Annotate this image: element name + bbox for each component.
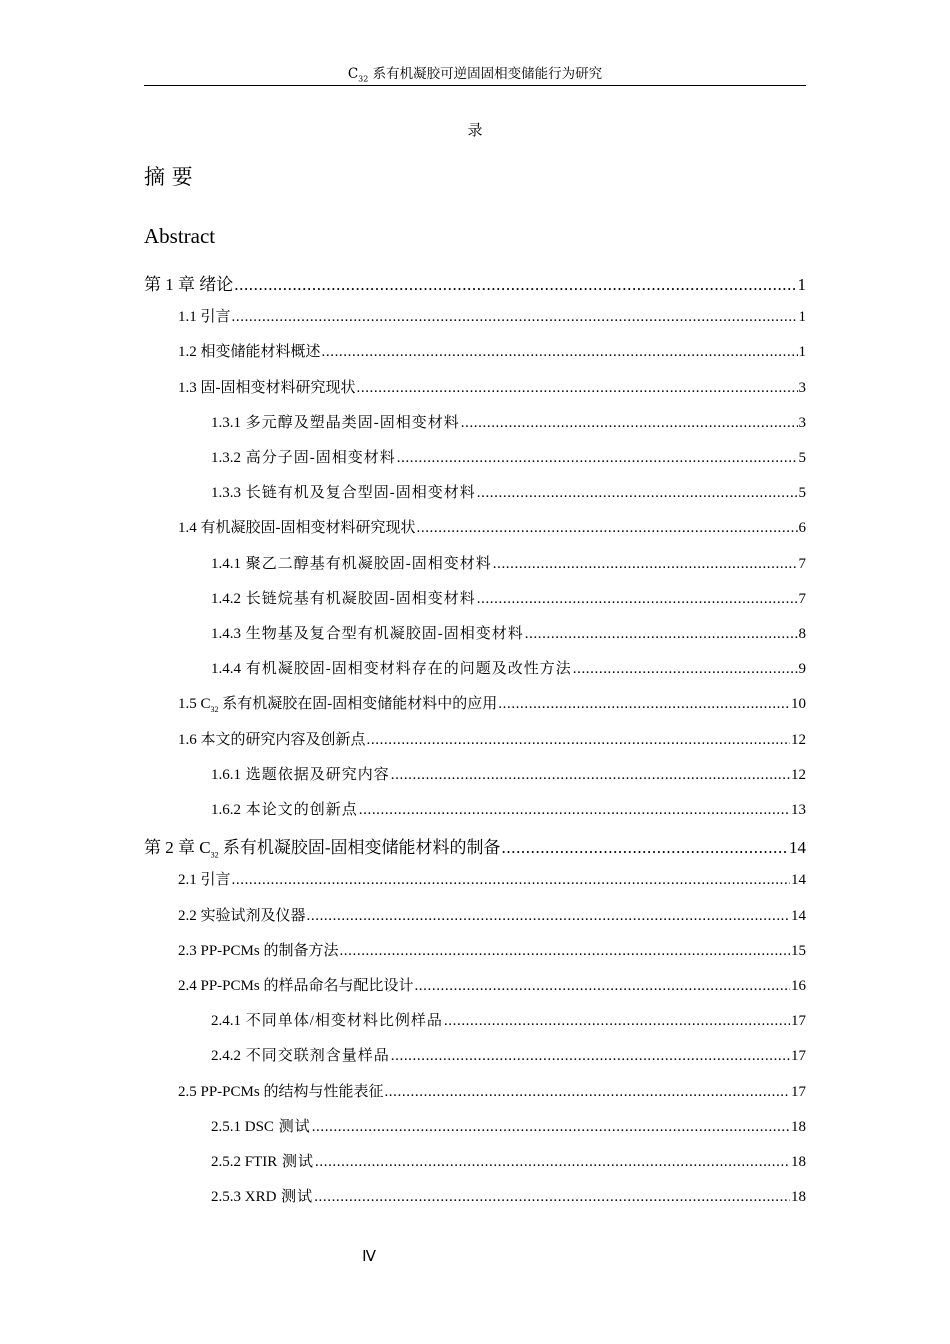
toc-entry-page: 10: [791, 696, 806, 713]
toc-entry[interactable]: [178, 305, 806, 333]
toc-entry-number: 1.3.2: [211, 450, 241, 466]
toc-entry-text: 长链有机及复合型固-固相变材料: [245, 485, 476, 502]
page-number: Ⅳ: [362, 1249, 376, 1265]
toc-entry[interactable]: [211, 446, 806, 474]
toc-leader-dots: [391, 1048, 790, 1065]
header-rule: [144, 85, 806, 86]
toc-entry-number: 1.6.2: [211, 802, 241, 818]
toc-entry-label: [211, 763, 390, 784]
toc-entry[interactable]: [211, 1044, 806, 1072]
toc-leader-dots: [367, 732, 790, 749]
toc-leader-dots: [322, 344, 798, 361]
toc-entry-text: 2.5 PP-PCMs 的结构与性能表征: [178, 1083, 384, 1100]
toc-entry[interactable]: [211, 1115, 806, 1143]
toc-entry[interactable]: [178, 904, 806, 932]
toc-leader-dots: [339, 943, 790, 960]
toc-entry[interactable]: [178, 1080, 806, 1108]
toc-leader-dots: [502, 838, 788, 858]
toc-entry-page: 3: [798, 379, 806, 396]
toc-entry-text: 本论文的创新点: [245, 802, 358, 818]
toc-entry-page: 9: [798, 661, 806, 678]
toc-entry-page: 14: [791, 907, 806, 924]
toc-entry[interactable]: [178, 868, 806, 896]
toc-entry[interactable]: [178, 939, 806, 967]
toc-entry-page: 5: [798, 450, 806, 466]
toc-entry[interactable]: [178, 728, 806, 756]
toc-entry-page: 17: [791, 1083, 806, 1100]
toc-leader-dots: [477, 591, 798, 608]
toc-entry[interactable]: [211, 1009, 806, 1037]
toc-entry-text: 长链烷基有机凝胶固-固相变材料: [245, 590, 476, 607]
toc-entry-page: 12: [791, 766, 806, 783]
toc-entry-label: [144, 270, 233, 295]
toc-entry-page: 16: [791, 978, 806, 994]
toc-entry-number: 1.4.4: [211, 661, 241, 678]
toc-entry[interactable]: [211, 481, 806, 509]
toc-entry-number: 1.6.1: [211, 766, 241, 783]
toc-entry-text: 聚乙二醇基有机凝胶固-固相变材料: [245, 555, 492, 572]
toc-entry-text: 不同交联剂含量样品: [245, 1048, 390, 1065]
toc-entry-label: [178, 305, 231, 326]
toc-entry-page: 8: [798, 626, 806, 642]
toc-entry[interactable]: [211, 552, 806, 580]
toc-entry-page: 18: [791, 1154, 806, 1170]
toc-entry-page: 12: [791, 731, 806, 748]
toc-entry-text: 测试: [281, 1189, 314, 1206]
toc-entry-text: 2.3 PP-PCMs 的制备方法: [178, 942, 339, 959]
toc-leader-dots: [525, 626, 798, 643]
toc-entry-label: [211, 1150, 314, 1171]
toc-entry-text: 测试: [282, 1154, 315, 1170]
toc-entry[interactable]: [178, 692, 806, 720]
toc-entry-page: 17: [791, 1013, 806, 1030]
toc-entry-text: 1.6 本文的研究内容及创新点: [178, 731, 366, 748]
toc-entry-text: 系有机凝胶固-固相变储能材料的制备: [218, 838, 501, 858]
toc-entry-label: [211, 446, 396, 467]
toc-entry-label: [211, 798, 358, 819]
toc-entry-text: 生物基及复合型有机凝胶固-固相变材料: [245, 626, 524, 642]
toc-leader-dots: [573, 661, 798, 678]
toc-entry-label: [211, 1185, 313, 1206]
toc-leader-dots: [477, 485, 798, 502]
toc-entry-page: 6: [798, 520, 806, 537]
toc-entry-page: 14: [789, 838, 806, 858]
toc-entry[interactable]: [144, 833, 806, 861]
header-subscript: 32: [358, 74, 369, 84]
toc-leader-dots: [359, 802, 790, 819]
toc-leader-dots: [417, 520, 798, 537]
toc-entry-page: 1: [797, 275, 806, 294]
toc-entry-label: [211, 552, 492, 573]
toc-entry-label: [144, 833, 501, 859]
toc-entry-text: 选题依据及研究内容: [245, 766, 390, 783]
toc-entry-text: 不同单体/相变材料比例样品: [245, 1013, 443, 1030]
toc-entry-page: 18: [791, 1189, 806, 1206]
toc-leader-dots: [312, 1119, 790, 1136]
toc-entry-number: 1.4.1: [211, 555, 241, 572]
toc-entry-number: 1.3.1: [211, 414, 241, 431]
toc-entry[interactable]: [178, 974, 806, 1002]
toc-entry-text: 2.4 PP-PCMs 的样品命名与配比设计: [178, 978, 414, 994]
toc-entry-page: 7: [798, 590, 806, 607]
toc-entry-text: 2.1 引言: [178, 872, 231, 889]
toc-entry-label: [211, 481, 476, 502]
toc-entry-text: 多元醇及塑晶类固-固相变材料: [245, 414, 460, 431]
toc-leader-dots: [444, 1013, 790, 1030]
toc-title: 录: [467, 121, 483, 139]
toc-entry[interactable]: [211, 622, 806, 650]
toc-entry-text: 有机凝胶固-固相变材料存在的问题及改性方法: [245, 661, 572, 678]
toc-entry-label: [178, 376, 356, 397]
toc-entry-page: 1: [798, 344, 806, 361]
toc-entry[interactable]: [178, 340, 806, 368]
toc-leader-dots: [232, 872, 790, 889]
toc-entry-label: [211, 411, 460, 432]
toc-entry-text: 第 1 章 绪论: [144, 275, 234, 294]
header-prefix: C: [347, 66, 359, 82]
toc-leader-dots: [498, 696, 790, 713]
toc-entry-page: 18: [791, 1118, 806, 1135]
toc-entry-page: 17: [791, 1048, 806, 1065]
toc-leader-dots: [357, 380, 798, 397]
toc-entry-subscript: 32: [210, 705, 219, 715]
toc-entry-page: 13: [791, 802, 806, 818]
toc-entry-number: 1.3.3: [211, 485, 241, 502]
toc-entry[interactable]: [211, 587, 806, 615]
toc-entry-prefix: 第 2 章 C: [144, 838, 211, 858]
toc-entry-number: 2.4.1: [211, 1013, 241, 1030]
toc-entry-label: [211, 657, 572, 678]
toc-entry-page: 14: [791, 872, 806, 889]
toc-entry[interactable]: [178, 376, 806, 404]
toc-entry-page: 15: [791, 942, 806, 959]
toc-entry-label: [178, 974, 413, 995]
toc-entry[interactable]: [211, 411, 806, 439]
toc-entry-page: 1: [798, 309, 806, 326]
toc-leader-dots: [397, 450, 798, 467]
toc-entry-label: [178, 904, 306, 925]
toc-entry-text: 1.1 引言: [178, 309, 231, 326]
toc-entry-page: 7: [798, 555, 806, 572]
toc-entry-number: 2.5.2 FTIR: [211, 1154, 278, 1170]
toc-leader-dots: [493, 556, 798, 573]
toc-entry-label: [178, 728, 366, 749]
toc-entry-number: 1.4.2: [211, 590, 241, 607]
toc-entry-text: 1.2 相变储能材料概述: [178, 344, 321, 361]
toc-entry-label: [211, 1115, 311, 1136]
toc-entry-subscript: 32: [210, 850, 219, 860]
toc-entry[interactable]: [211, 1150, 806, 1178]
toc-entry-number: 2.5.3 XRD: [211, 1189, 277, 1206]
toc-entry-label: [178, 692, 497, 714]
toc-leader-dots: [315, 1154, 790, 1171]
toc-entry-label: [178, 340, 321, 361]
header-title: 系有机凝胶可逆固固相变储能行为研究: [368, 66, 603, 82]
toc-entry-text: 测试: [278, 1118, 311, 1135]
toc-entry[interactable]: [211, 798, 806, 826]
toc-entry[interactable]: [211, 763, 806, 791]
toc-entry-label: [178, 1080, 383, 1101]
toc-leader-dots: [414, 978, 790, 995]
toc-entry-label: [211, 1009, 443, 1030]
toc-leader-dots: [234, 275, 796, 295]
toc-entry[interactable]: [178, 516, 806, 544]
toc-entry-label: [211, 622, 524, 643]
toc-entry-label: [178, 868, 231, 889]
toc-entry[interactable]: [144, 270, 806, 298]
toc-entry-text: 1.4 有机凝胶固-固相变材料研究现状: [178, 520, 416, 537]
toc-entry-label: [178, 939, 338, 960]
toc-leader-dots: [391, 767, 790, 784]
toc-entry-number: 2.5.1 DSC: [211, 1118, 274, 1135]
abstract-cn-heading: 摘 要: [144, 165, 193, 189]
toc-entry-number: 2.4.2: [211, 1048, 241, 1065]
toc-entry-label: [211, 587, 476, 608]
toc-entry-text: 1.3 固-固相变材料研究现状: [178, 379, 356, 396]
toc-entry-text: 2.2 实验试剂及仪器: [178, 907, 306, 924]
toc-entry-label: [178, 516, 416, 537]
toc-entry[interactable]: [211, 1185, 806, 1213]
toc-leader-dots: [384, 1084, 790, 1101]
abstract-en-heading: Abstract: [144, 224, 216, 248]
toc-entry-text: 高分子固-固相变材料: [245, 450, 396, 466]
toc-leader-dots: [232, 309, 798, 326]
toc-entry-number: 1.4.3: [211, 626, 241, 642]
toc-entry-label: [211, 1044, 390, 1065]
toc-entry[interactable]: [211, 657, 806, 685]
toc-entry-page: 5: [798, 485, 806, 502]
toc-leader-dots: [314, 1189, 790, 1206]
toc-entry-prefix: 1.5 C: [178, 696, 211, 713]
toc-leader-dots: [461, 415, 798, 432]
toc-entry-text: 系有机凝胶在固-固相变储能材料中的应用: [218, 696, 498, 713]
toc-entry-page: 3: [798, 414, 806, 431]
toc-leader-dots: [307, 908, 790, 925]
